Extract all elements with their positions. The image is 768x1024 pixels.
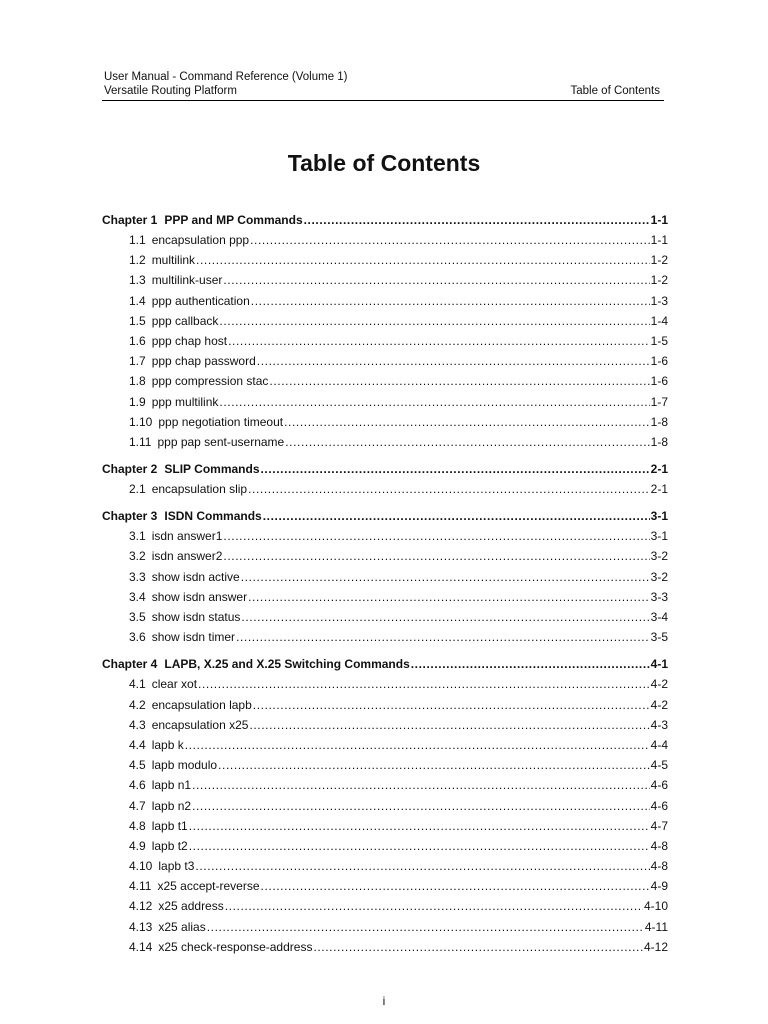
toc-chapter-entry[interactable] bbox=[102, 509, 668, 529]
toc-entry-page: 1-8 bbox=[650, 414, 668, 429]
toc-entry-label bbox=[129, 233, 249, 247]
dot-leader bbox=[185, 738, 650, 752]
toc-entry-title: show isdn timer bbox=[151, 630, 236, 645]
toc-entry-page: 4-11 bbox=[644, 919, 668, 934]
toc-entry-number: 1.11 bbox=[129, 434, 152, 449]
dot-leader bbox=[219, 395, 649, 409]
toc-section-entry[interactable] bbox=[102, 859, 668, 879]
toc-entry-number: 3.4 bbox=[129, 589, 146, 604]
toc-section-entry[interactable] bbox=[102, 415, 668, 435]
toc-section-entry[interactable] bbox=[102, 920, 668, 940]
toc-entry-page: 1-5 bbox=[650, 333, 668, 348]
toc-chapter-entry[interactable] bbox=[102, 657, 668, 677]
toc-section-entry[interactable] bbox=[102, 529, 668, 549]
toc-entry-page: 1-2 bbox=[650, 273, 668, 288]
toc-entry-number: 4.2 bbox=[129, 697, 146, 712]
toc-entry-label bbox=[129, 374, 268, 388]
toc-entry-number: 2.1 bbox=[129, 482, 146, 497]
toc-entry-number: 3.2 bbox=[129, 549, 146, 564]
toc-section-entry[interactable] bbox=[102, 435, 668, 455]
toc-entry-label bbox=[129, 435, 284, 449]
toc-entry-label bbox=[129, 819, 188, 833]
toc-entry-number: 4.5 bbox=[129, 758, 146, 773]
toc-entry-page: 4-1 bbox=[650, 657, 668, 672]
toc-entry-number: 4.7 bbox=[129, 798, 146, 813]
toc-entry-page: 4-2 bbox=[650, 697, 668, 712]
toc-section-entry[interactable] bbox=[102, 819, 668, 839]
toc-entry-title: encapsulation x25 bbox=[151, 717, 249, 732]
toc-entry-page: 1-6 bbox=[650, 374, 668, 389]
toc-entry-number: 4.4 bbox=[129, 737, 146, 752]
toc-entry-title: ppp multilink bbox=[151, 394, 219, 409]
toc-entry-page: 1-7 bbox=[650, 394, 668, 409]
toc-entry-number: Chapter 1 bbox=[102, 213, 158, 227]
toc-entry-title: x25 address bbox=[158, 899, 224, 914]
toc-entry-number: 1.6 bbox=[129, 333, 146, 348]
toc-entry-label bbox=[129, 738, 184, 752]
toc-entry-title: LAPB, X.25 and X.25 Switching Commands bbox=[164, 657, 410, 672]
toc-section-entry[interactable] bbox=[102, 395, 668, 415]
toc-entry-page: 3-5 bbox=[650, 630, 668, 645]
toc-entry-title: encapsulation slip bbox=[151, 482, 248, 497]
toc-entry-title: ppp pap sent-username bbox=[157, 434, 285, 449]
dot-leader bbox=[189, 839, 650, 853]
toc-section-entry[interactable] bbox=[102, 940, 668, 960]
toc-entry-title: ppp authentication bbox=[151, 293, 250, 308]
toc-entry-label bbox=[129, 839, 188, 853]
dot-leader bbox=[198, 677, 650, 691]
toc-section-entry[interactable] bbox=[102, 334, 668, 354]
toc-entry-page: 3-1 bbox=[650, 509, 668, 524]
toc-entry-title: show isdn answer bbox=[151, 589, 248, 604]
toc-entry-number: Chapter 4 bbox=[102, 657, 158, 672]
toc-entry-label bbox=[129, 294, 250, 308]
toc-entry-label bbox=[129, 395, 218, 409]
toc-entry-label bbox=[102, 657, 410, 671]
toc-section-entry[interactable] bbox=[102, 233, 668, 253]
toc-entry-label bbox=[129, 415, 283, 429]
toc-chapter bbox=[102, 462, 668, 502]
toc-section-entry[interactable] bbox=[102, 698, 668, 718]
dot-leader bbox=[249, 718, 649, 732]
toc-entry-page: 4-5 bbox=[650, 758, 668, 773]
toc-entry-page: 1-1 bbox=[650, 213, 668, 227]
toc-entry-label bbox=[129, 879, 260, 893]
toc-entry-number: 1.3 bbox=[129, 273, 146, 288]
toc-entry-title: SLIP Commands bbox=[164, 462, 260, 477]
toc-entry-label bbox=[129, 920, 206, 934]
toc-entry-title: ppp chap host bbox=[151, 333, 228, 348]
toc-entry-number: 4.8 bbox=[129, 818, 146, 833]
toc-entry-title: x25 alias bbox=[158, 919, 206, 934]
dot-leader bbox=[263, 509, 650, 523]
dot-leader bbox=[284, 415, 650, 429]
dot-leader bbox=[195, 859, 649, 873]
toc-entry-label bbox=[129, 899, 224, 913]
toc-chapter bbox=[102, 213, 668, 455]
toc-entry-page: 1-6 bbox=[650, 354, 668, 369]
dot-leader bbox=[313, 940, 643, 954]
toc-entry-page: 4-6 bbox=[650, 778, 668, 793]
toc-entry-label bbox=[129, 799, 191, 813]
dot-leader bbox=[257, 354, 650, 368]
toc-section-entry[interactable] bbox=[102, 879, 668, 899]
dot-leader bbox=[285, 435, 649, 449]
toc-entry-title: encapsulation ppp bbox=[151, 233, 250, 247]
toc-entry-title: isdn answer2 bbox=[151, 549, 223, 564]
toc-entry-title: lapb n1 bbox=[151, 778, 192, 793]
dot-leader bbox=[223, 273, 649, 287]
toc-entry-number: 4.6 bbox=[129, 778, 146, 793]
toc-entry-number: 4.9 bbox=[129, 838, 146, 853]
toc-entry-title: lapb k bbox=[151, 737, 184, 752]
dot-leader bbox=[196, 253, 650, 267]
toc-entry-number: Chapter 2 bbox=[102, 462, 158, 477]
toc-chapter-entry[interactable] bbox=[102, 213, 668, 233]
dot-leader bbox=[192, 799, 650, 813]
toc-entry-number: 4.3 bbox=[129, 717, 146, 732]
toc-section-entry[interactable] bbox=[102, 899, 668, 919]
toc-entry-title: PPP and MP Commands bbox=[164, 213, 303, 227]
dot-leader bbox=[218, 758, 650, 772]
page-number: i bbox=[382, 994, 386, 1008]
toc-entry-label bbox=[102, 462, 260, 476]
toc-entry-number: 3.6 bbox=[129, 630, 146, 645]
toc-entry-title: x25 check-response-address bbox=[158, 939, 313, 954]
toc-entry-label bbox=[129, 570, 240, 584]
toc-section-entry[interactable] bbox=[102, 570, 668, 590]
toc-section-entry[interactable] bbox=[102, 610, 668, 630]
toc-section-entry[interactable] bbox=[102, 738, 668, 758]
dot-leader bbox=[261, 879, 650, 893]
toc-entry-page: 4-8 bbox=[650, 838, 668, 853]
toc-entry-label bbox=[129, 698, 252, 712]
toc-entry-page: 3-3 bbox=[650, 589, 668, 604]
dot-leader bbox=[192, 778, 650, 792]
toc-entry-title: isdn answer1 bbox=[151, 529, 223, 544]
toc-entry-title: ppp negotiation timeout bbox=[158, 414, 284, 429]
toc-entry-number: 1.7 bbox=[129, 354, 146, 369]
toc-entry-number: 3.1 bbox=[129, 529, 146, 544]
toc-entry-number: 4.10 bbox=[129, 859, 153, 874]
toc-entry-label bbox=[129, 610, 240, 624]
dot-leader bbox=[250, 233, 650, 247]
toc-entry-title: encapsulation lapb bbox=[151, 697, 252, 712]
dot-leader bbox=[207, 920, 644, 934]
toc-entry-number: 3.3 bbox=[129, 569, 146, 584]
toc-chapter bbox=[102, 657, 668, 960]
dot-leader bbox=[228, 334, 650, 348]
toc-entry-number: 4.13 bbox=[129, 919, 153, 934]
toc-entry-title: lapb t3 bbox=[158, 859, 195, 874]
page-title: Table of Contents bbox=[287, 150, 481, 176]
toc-entry-title: lapb n2 bbox=[151, 798, 192, 813]
toc-entry-number: 4.14 bbox=[129, 939, 153, 954]
toc-entry-page: 3-1 bbox=[650, 529, 668, 544]
toc-section-entry[interactable] bbox=[102, 839, 668, 859]
toc-entry-title: lapb t2 bbox=[151, 838, 188, 853]
toc-entry-label bbox=[102, 509, 262, 523]
header-divider bbox=[102, 100, 664, 101]
toc-entry-label bbox=[129, 940, 312, 954]
toc-entry-page: 4-9 bbox=[650, 879, 668, 894]
toc-section-entry[interactable] bbox=[102, 273, 668, 293]
toc-entry-label bbox=[129, 718, 248, 732]
toc-entry-label bbox=[129, 314, 218, 328]
toc-entry-number: 1.8 bbox=[129, 374, 146, 389]
running-header bbox=[104, 70, 348, 98]
toc-entry-number: 1.9 bbox=[129, 394, 146, 409]
toc-section-entry[interactable] bbox=[102, 354, 668, 374]
toc-entry-number: 1.5 bbox=[129, 313, 146, 328]
toc-section-entry[interactable] bbox=[102, 677, 668, 697]
toc-entry-page: 3-2 bbox=[650, 569, 668, 584]
toc-entry-title: clear xot bbox=[151, 677, 198, 692]
toc-entry-label bbox=[129, 758, 217, 772]
toc-entry-label bbox=[129, 482, 247, 496]
toc-entry-number: Chapter 3 bbox=[102, 509, 158, 524]
header-product-name: Versatile Routing Platform bbox=[104, 85, 237, 97]
toc-entry-page: 3-4 bbox=[650, 610, 668, 624]
toc-entry-number: 1.1 bbox=[129, 233, 146, 247]
dot-leader bbox=[251, 294, 650, 308]
toc-entry-label bbox=[102, 213, 303, 227]
toc-section-entry[interactable] bbox=[102, 799, 668, 819]
toc-entry-title: show isdn active bbox=[151, 569, 240, 584]
toc-section-entry[interactable] bbox=[102, 590, 668, 610]
toc-entry-title: ppp chap password bbox=[151, 354, 256, 369]
toc-entry-label bbox=[129, 590, 247, 604]
toc-entry-page: 4-7 bbox=[650, 818, 668, 833]
toc-entry-number: 4.12 bbox=[129, 899, 153, 914]
toc-entry-title: ppp compression stac bbox=[151, 374, 269, 389]
toc-entry-page: 4-4 bbox=[650, 737, 668, 752]
dot-leader bbox=[223, 549, 649, 563]
toc-entry-number: 3.5 bbox=[129, 610, 146, 624]
toc-section-entry[interactable] bbox=[102, 758, 668, 778]
dot-leader bbox=[225, 899, 643, 913]
toc-entry-page: 2-1 bbox=[650, 482, 668, 497]
toc-entry-title: x25 accept-reverse bbox=[157, 879, 260, 894]
dot-leader bbox=[219, 314, 649, 328]
toc-section-entry[interactable] bbox=[102, 253, 668, 273]
toc-entry-page: 1-8 bbox=[650, 434, 668, 449]
toc-section-entry[interactable] bbox=[102, 549, 668, 569]
toc-section-entry[interactable] bbox=[102, 374, 668, 394]
toc-entry-number: 4.1 bbox=[129, 677, 146, 692]
toc-entry-label bbox=[129, 778, 191, 792]
toc-entry-page: 1-3 bbox=[650, 293, 668, 308]
toc-entry-number: 4.11 bbox=[129, 879, 152, 894]
toc-entry-page: 4-10 bbox=[643, 899, 668, 914]
dot-leader bbox=[236, 630, 650, 644]
toc-entry-title: ISDN Commands bbox=[164, 509, 262, 524]
toc-entry-page: 4-3 bbox=[650, 717, 668, 732]
toc-entry-page: 1-1 bbox=[650, 233, 668, 247]
toc-entry-page: 1-2 bbox=[650, 253, 668, 268]
toc-entry-title: multilink bbox=[151, 253, 196, 268]
toc-entry-page: 1-4 bbox=[650, 313, 668, 328]
header-section-name: Table of Contents bbox=[570, 85, 660, 97]
dot-leader bbox=[248, 482, 650, 496]
dot-leader bbox=[223, 529, 649, 543]
toc-entry-page: 4-2 bbox=[650, 677, 668, 692]
header-manual-title: User Manual - Command Reference (Volume 1) bbox=[104, 71, 348, 83]
dot-leader bbox=[304, 213, 650, 227]
toc-entry-title: show isdn status bbox=[151, 610, 241, 624]
toc-entry-title: lapb modulo bbox=[151, 758, 218, 773]
dot-leader bbox=[241, 610, 649, 624]
toc-entry-number: 1.4 bbox=[129, 293, 146, 308]
toc-entry-label bbox=[129, 859, 194, 873]
toc-entry-page: 3-2 bbox=[650, 549, 668, 564]
dot-leader bbox=[411, 657, 650, 671]
toc-entry-page: 4-8 bbox=[650, 859, 668, 874]
toc-entry-label bbox=[129, 630, 235, 644]
dot-leader bbox=[261, 462, 650, 476]
toc-section-entry[interactable] bbox=[102, 482, 668, 502]
dot-leader bbox=[248, 590, 650, 604]
toc-entry-number: 1.2 bbox=[129, 253, 146, 268]
toc-chapter-entry[interactable] bbox=[102, 462, 668, 482]
toc-entry-page: 2-1 bbox=[650, 462, 668, 477]
toc-section-entry[interactable] bbox=[102, 294, 668, 314]
toc-entry-label bbox=[129, 253, 195, 267]
toc-entry-title: lapb t1 bbox=[151, 818, 188, 833]
dot-leader bbox=[269, 374, 649, 388]
toc-entry-label bbox=[129, 549, 222, 563]
dot-leader bbox=[253, 698, 650, 712]
toc-entry-page: 4-12 bbox=[643, 939, 668, 954]
dot-leader bbox=[189, 819, 650, 833]
toc-entry-label bbox=[129, 273, 222, 287]
toc-entry-page: 4-6 bbox=[650, 798, 668, 813]
toc-entry-label bbox=[129, 334, 227, 348]
toc-entry-title: multilink-user bbox=[151, 273, 223, 288]
table-of-contents bbox=[102, 213, 668, 965]
toc-section-entry[interactable] bbox=[102, 314, 668, 334]
toc-section-entry[interactable] bbox=[102, 630, 668, 650]
toc-entry-label bbox=[129, 354, 256, 368]
toc-entry-label bbox=[129, 677, 197, 691]
toc-entry-title: ppp callback bbox=[151, 313, 219, 328]
toc-entry-number: 1.10 bbox=[129, 414, 153, 429]
toc-section-entry[interactable] bbox=[102, 718, 668, 738]
toc-section-entry[interactable] bbox=[102, 778, 668, 798]
dot-leader bbox=[241, 570, 650, 584]
toc-chapter bbox=[102, 509, 668, 650]
toc-entry-label bbox=[129, 529, 222, 543]
